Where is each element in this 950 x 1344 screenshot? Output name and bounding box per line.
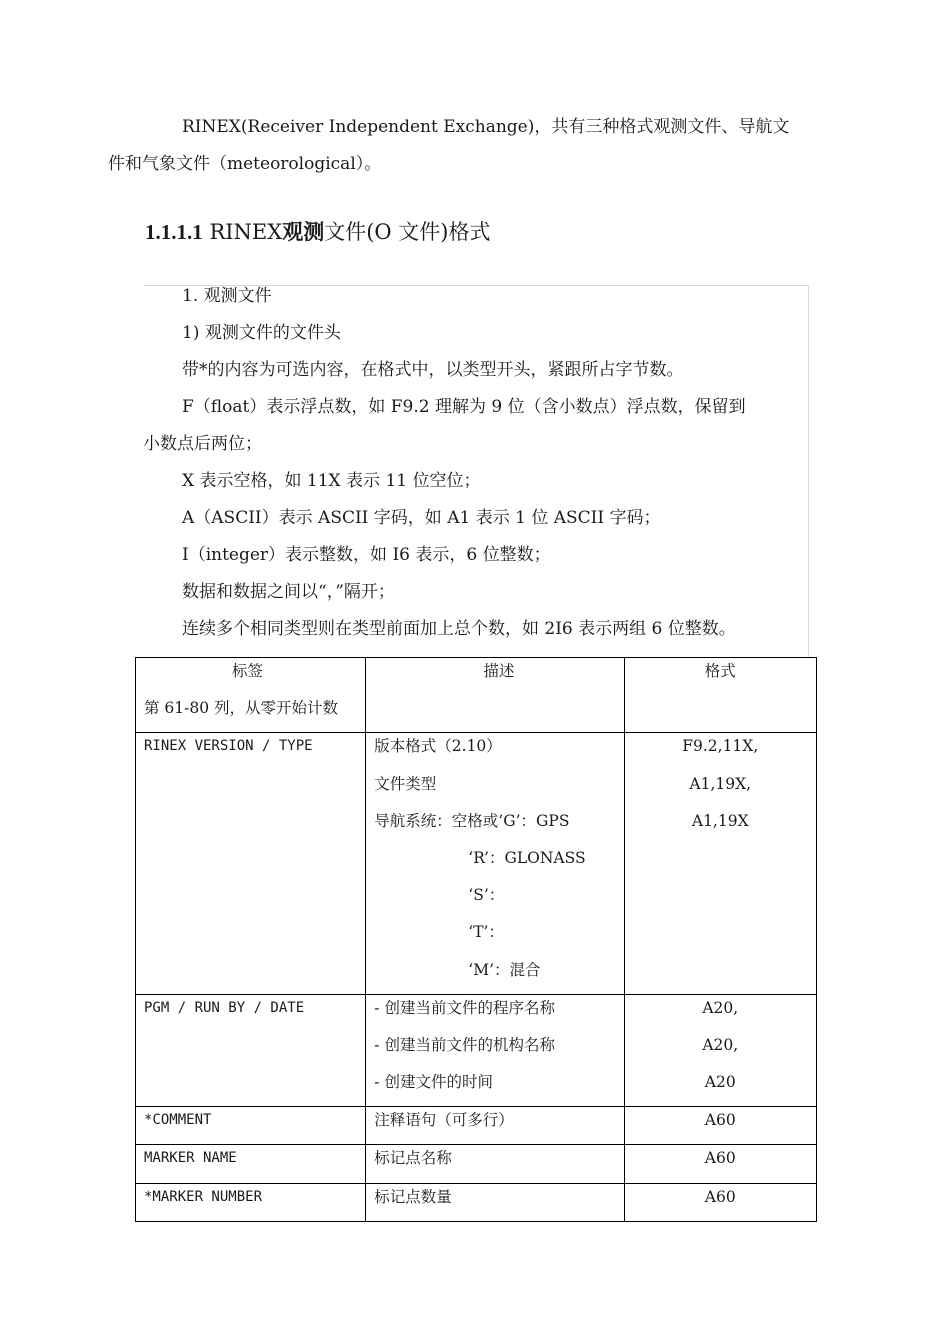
table-row — [136, 994, 817, 1107]
format-notes-box — [143, 285, 809, 657]
row-desc-line: - 创建当前文件的机构名称 — [374, 1035, 555, 1054]
row-label-cell — [136, 994, 366, 1107]
row-format-line: A60 — [704, 1111, 736, 1130]
row-format-cell — [624, 733, 817, 994]
row-desc-line: 标记点名称 — [374, 1149, 452, 1168]
heading-rinex: RINEX — [209, 220, 283, 244]
row-desc-line: 注释语句（可多行） — [374, 1111, 514, 1130]
intro-line-2: 件和气象文件（meteorological）。 — [108, 154, 382, 174]
box-note-float: F（float）表示浮点数，如 F9.2 理解为 9 位（含小数点）浮点数，保留到 — [182, 397, 746, 417]
row-format-line: A60 — [704, 1149, 736, 1168]
header-desc-cell — [366, 658, 624, 733]
header-format-cell — [624, 658, 817, 733]
heading-observation: 观测 — [282, 219, 325, 244]
table-row — [136, 733, 817, 994]
row-desc-line: 标记点数量 — [374, 1187, 452, 1206]
row-format-cell — [624, 1107, 817, 1145]
row-desc-line: ‘R’：GLONASS — [468, 848, 586, 867]
row-format-line: A60 — [704, 1187, 736, 1206]
row-format-cell — [624, 1145, 817, 1183]
rinex-header-table — [135, 657, 817, 1222]
row-label: RINEX VERSION / TYPE — [144, 738, 313, 755]
row-format-line: A1,19X, — [689, 774, 752, 793]
row-label-cell — [136, 1107, 366, 1145]
header-label-sub: 第 61-80 列，从零开始计数 — [144, 699, 339, 718]
row-desc-line: - 创建当前文件的程序名称 — [374, 998, 555, 1017]
intro-line-1: RINEX(Receiver Independent Exchange)，共有三种格式观测文件、导航文 — [182, 117, 790, 137]
row-label-cell — [136, 1183, 366, 1221]
row-desc-line: 版本格式（2.10） — [374, 737, 502, 756]
row-desc-cell — [366, 994, 624, 1107]
row-desc-cell — [366, 1145, 624, 1183]
header-format: 格式 — [704, 662, 736, 680]
row-label: *MARKER NUMBER — [144, 1188, 263, 1205]
row-desc-line: ‘M’：混合 — [468, 960, 541, 979]
box-note-space: X 表示空格，如 11X 表示 11 位空位； — [182, 471, 481, 491]
intro-paragraph — [108, 109, 810, 183]
row-desc-line: 导航系统：空格或’G’：GPS — [374, 811, 570, 830]
box-item-2: 1) 观测文件的文件头 — [182, 323, 341, 343]
box-note-repeat: 连续多个相同类型则在类型前面加上总个数，如 2I6 表示两组 6 位整数。 — [182, 619, 736, 639]
row-format-line: A20 — [704, 1073, 736, 1092]
header-desc: 描述 — [483, 662, 515, 680]
row-label: *COMMENT — [144, 1112, 212, 1129]
row-desc-line: - 创建文件的时间 — [374, 1073, 493, 1092]
box-note-ascii: A（ASCII）表示 ASCII 字码，如 A1 表示 1 位 ASCII 字码； — [182, 508, 661, 528]
row-desc-line: ‘S’： — [468, 886, 505, 905]
table-row — [136, 1183, 817, 1221]
row-label: PGM / RUN BY / DATE — [144, 999, 305, 1016]
heading-rest: 文件(O 文件)格式 — [324, 220, 491, 244]
row-format-line: A1,19X — [691, 811, 749, 830]
heading-number: 1.1.1.1 — [145, 220, 203, 244]
box-note-integer: I（integer）表示整数，如 I6 表示，6 位整数； — [182, 545, 551, 565]
row-format-line: A20, — [702, 1035, 739, 1054]
table-header-row — [136, 658, 817, 733]
section-heading — [145, 216, 490, 246]
header-label: 标签 — [232, 662, 264, 680]
table-row — [136, 1145, 817, 1183]
row-desc-cell — [366, 1183, 624, 1221]
row-desc-line: 文件类型 — [374, 774, 437, 793]
row-label-cell — [136, 733, 366, 994]
row-desc-cell — [366, 1107, 624, 1145]
box-note-float-cont: 小数点后两位； — [143, 434, 262, 454]
box-item-1: 1. 观测文件 — [182, 286, 272, 306]
row-desc-line: ‘T’： — [468, 923, 504, 942]
row-format-line: F9.2,11X, — [682, 737, 759, 756]
header-label-cell — [136, 658, 366, 733]
box-note-optional: 带*的内容为可选内容，在格式中，以类型开头，紧跟所占字节数。 — [182, 360, 684, 380]
row-format-cell — [624, 1183, 817, 1221]
box-note-separator: 数据和数据之间以“，”隔开； — [182, 582, 395, 602]
row-format-cell — [624, 994, 817, 1107]
row-label-cell — [136, 1145, 366, 1183]
row-format-line: A20, — [702, 998, 739, 1017]
row-desc-cell — [366, 733, 624, 994]
row-label: MARKER NAME — [144, 1150, 237, 1167]
table-row — [136, 1107, 817, 1145]
